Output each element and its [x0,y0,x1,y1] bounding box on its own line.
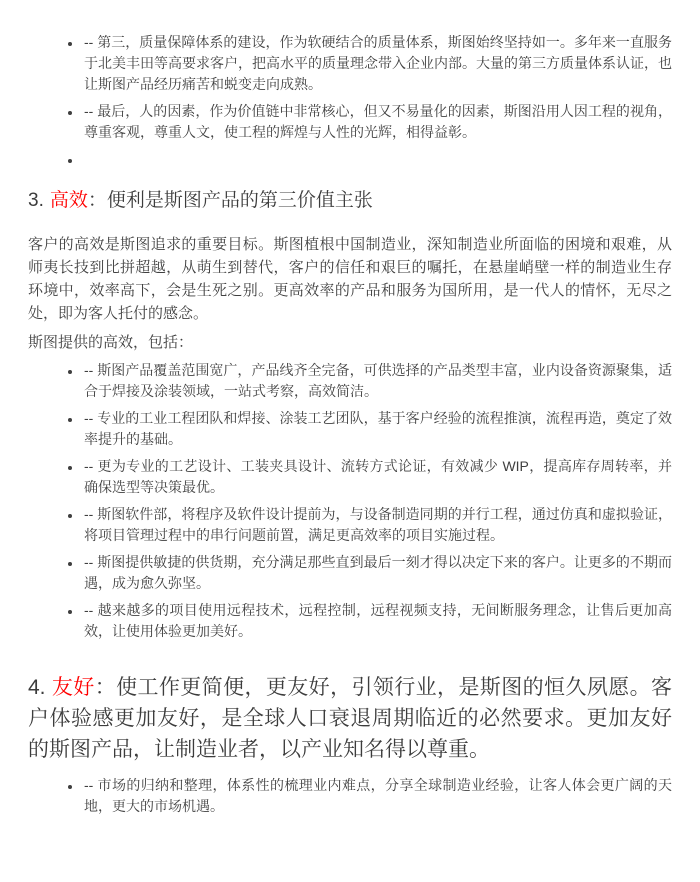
quality-bullet-list [28,32,672,170]
section-3-heading [28,187,672,215]
section-4-title-rest: ：使工作更简便，更友好，引领行业，是斯图的恒久夙愿。客户体验感更加友好，是全球人口衰退周期临近的必然要求。更加友好的斯图产品，让制造业者，以产业知名得以尊重。 [28,676,673,761]
section-3-list-intro: 斯图提供的高效，包括： [28,334,194,351]
list-item: • -- 斯图产品覆盖范围宽广，产品线齐全完备，可供选择的产品类型丰富，业内设备资源聚集，适合于焊接及涂装领域，一站式考察，高效简洁。 [82,360,672,402]
section-3-paragraph: 客户的高效是斯图追求的重要目标。斯图植根中国制造业，深知制造业所面临的困境和艰难，从师夷长技到比拼超越，从萌生到替代，客户的信任和艰巨的嘱托，在悬崖峭壁一样的制造业生存环境中，效率高下，会是生死之别。更高效率的产品和服务为国所用，是一代人的情怀，无尽之处，即为客人托付的感念。 [28,236,672,322]
section-3-number: 3. [28,190,44,211]
list-item: • -- 越来越多的项目使用远程技术，远程控制，远程视频支持，无间断服务理念，让售后更加高效，让使用体验更加美好。 [82,600,672,642]
list-item: • -- 专业的工业工程团队和焊接、涂装工艺团队，基于客户经验的流程推演，流程再造，奠定了效率提升的基础。 [82,408,672,450]
section-3-keyword: 高效 [49,190,88,211]
section-4-number: 4. [28,676,46,699]
section-4-heading [28,672,672,765]
list-item: • -- 市场的归纳和整理，体系性的梳理业内难点，分享全球制造业经验，让客人体会更广阔的天地，更大的市场机遇。 [82,775,672,817]
list-item-empty [82,149,672,170]
list-item: • -- 斯图软件部，将程序及软件设计提前为，与设备制造同期的并行工程，通过仿真和虚拟验证，将项目管理过程中的串行问题前置，满足更高效率的项目实施过程。 [82,504,672,546]
list-item: • -- 更为专业的工艺设计、工装夹具设计、流转方式论证，有效减少 WIP，提高库存周转率，并确保选型等决策最优。 [82,456,672,498]
list-item: • -- 第三，质量保障体系的建设，作为软硬结合的质量体系，斯图始终坚持如一。多年来一直服务于北美丰田等高要求客户，把高水平的质量理念带入企业内部。大量的第三方质量体系认证，也让斯图产品经历痛苦和蜕变走向成熟。 [82,32,672,95]
list-item: • -- 斯图提供敏捷的供货期，充分满足那些直到最后一刻才得以决定下来的客户。让更多的不期而遇，成为愈久弥坚。 [82,552,672,594]
section-4-keyword: 友好 [51,676,95,699]
list-item: • -- 最后，人的因素，作为价值链中非常核心，但又不易量化的因素，斯图沿用人因工程的视角，尊重客观，尊重人文，使工程的辉煌与人性的光辉，相得益彰。 [82,101,672,143]
efficiency-bullet-list [28,360,672,642]
section-3-title-rest: ：便利是斯图产品的第三价值主张 [87,190,373,211]
friendly-bullet-list [28,775,672,817]
